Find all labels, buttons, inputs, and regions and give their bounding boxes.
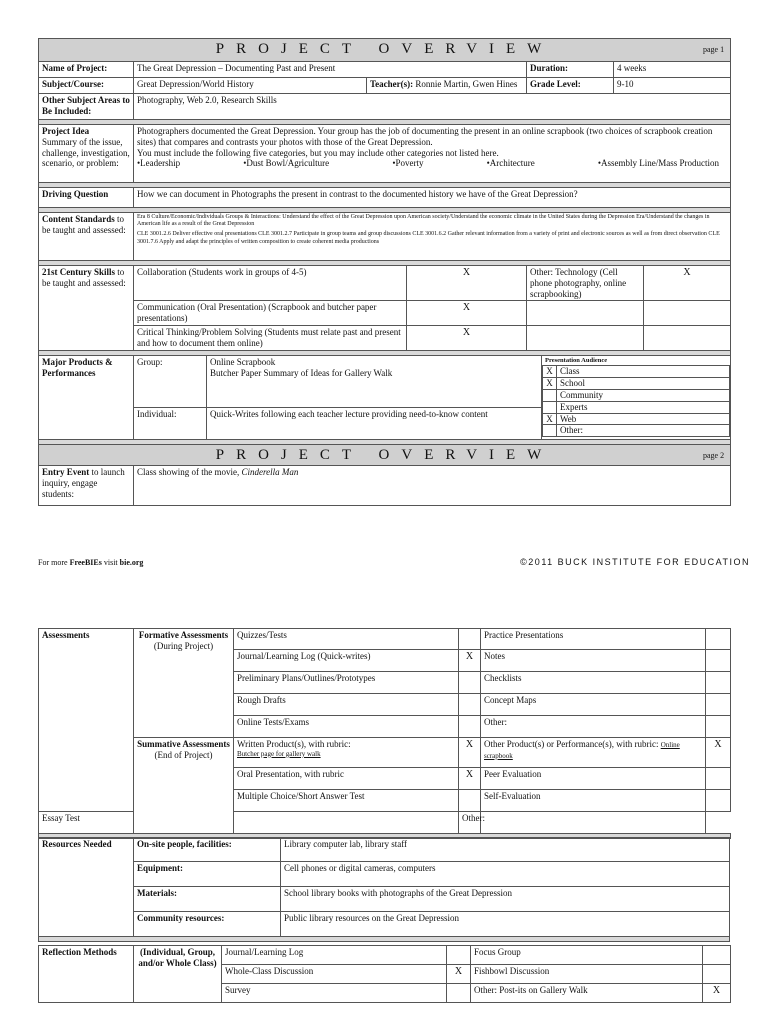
- summative-mark: [459, 790, 481, 812]
- formative-mark: X: [459, 650, 481, 672]
- entry-value: Class showing of the movie,: [137, 467, 242, 478]
- reflection-mark: [447, 946, 471, 965]
- summative-mark: [234, 812, 459, 834]
- audience-item: Experts: [557, 401, 730, 413]
- freebies-pre: For more: [38, 558, 70, 567]
- audience-item: School: [557, 378, 730, 390]
- formative-item: Checklists: [481, 672, 706, 694]
- formative-mark: [706, 629, 731, 650]
- audience-mark: X: [543, 366, 557, 378]
- products-label: Major Products & Performances: [39, 356, 134, 440]
- formative-item: Quizzes/Tests: [234, 629, 459, 650]
- resource-label: Equipment:: [134, 862, 281, 887]
- audience-mark: [543, 401, 557, 413]
- formative-mark: [706, 650, 731, 672]
- reflection-item: Focus Group: [471, 946, 703, 965]
- other-products-detail: Online scrapbook: [484, 741, 680, 760]
- resources-label: Resources Needed: [39, 838, 134, 937]
- freebies-bold: FreeBIEs: [69, 558, 102, 567]
- formative-item: Journal/Learning Log (Quick-writes): [234, 650, 459, 672]
- audience-item: Web: [557, 413, 730, 425]
- teachers-value: Ronnie Martin, Gwen Hines: [415, 79, 518, 89]
- individual-item: Quick-Writes following each teacher lecture providing need-to-know content: [207, 408, 542, 440]
- group-item: Butcher Paper Summary of Ideas for Gallery Walk: [210, 368, 393, 379]
- project-overview-page1: [38, 38, 731, 506]
- reflection-mark: [447, 984, 471, 1003]
- teachers-label: Teacher(s):: [370, 79, 414, 89]
- formative-sub: (During Project): [153, 640, 214, 651]
- other-products: Other Product(s) or Performance(s), with rubric:: [484, 739, 659, 749]
- formative-item: Rough Drafts: [234, 694, 459, 716]
- other-areas-value: Photography, Web 2.0, Research Skills: [134, 94, 731, 120]
- duration-value: 4 weeks: [614, 62, 731, 78]
- other-products-mark: X: [706, 738, 731, 768]
- written-product: Written Product(s), with rubric:: [237, 739, 351, 749]
- category-item: •Architecture: [486, 158, 535, 169]
- formative-item: Other:: [481, 716, 706, 738]
- skills-label: 21st Century Skills: [42, 267, 116, 277]
- audience-item: Other:: [557, 425, 730, 437]
- reflection-item: Whole-Class Discussion: [222, 965, 447, 984]
- reflection-item: Journal/Learning Log: [222, 946, 447, 965]
- page2-title: PROJECT OVERVIEW: [215, 447, 554, 464]
- formative-mark: [706, 694, 731, 716]
- reflection-item: Other: Post-its on Gallery Walk: [471, 984, 703, 1003]
- audience-label: Presentation Audience: [545, 357, 608, 365]
- summative-mark: X: [459, 768, 481, 790]
- summative-label: Summative Assessments: [137, 739, 230, 749]
- formative-mark: [459, 694, 481, 716]
- summative-mark: [706, 790, 731, 812]
- summative-item: Multiple Choice/Short Answer Test: [234, 790, 459, 812]
- standards-text2: CLE 3001.2.6 Deliver effective oral presentations CLE 3001.2.7 Participate in group teams and group discussions CLE 3001.6.2 Gather relevant information from a variety of print and electronic sources as well as from direct observation CLE 3001.7.6 Apply and adapt the principles of written composition to create coherent media productions: [137, 231, 720, 245]
- skills-sub: to be taught and assessed:: [42, 267, 126, 288]
- skills-other-mark: X: [644, 266, 731, 301]
- assessments-table: [38, 628, 731, 839]
- resource-value: School library books with photographs of the Great Depression: [281, 887, 730, 912]
- subject-label: Subject/Course:: [39, 78, 134, 94]
- grade-value: 9-10: [614, 78, 731, 94]
- summative-mark: [706, 768, 731, 790]
- audience-item: Class: [557, 366, 730, 378]
- formative-item: Preliminary Plans/Outlines/Prototypes: [234, 672, 459, 694]
- standards-label: Content Standards: [42, 214, 115, 224]
- assessments-label: Assessments: [39, 629, 134, 812]
- formative-label: Formative Assessments: [138, 630, 229, 640]
- skill-mark: X: [407, 266, 527, 301]
- summative-item: Other:: [459, 812, 481, 834]
- formative-mark: [459, 716, 481, 738]
- idea-categories: [137, 158, 727, 169]
- formative-item: Concept Maps: [481, 694, 706, 716]
- individual-label: Individual:: [134, 408, 207, 440]
- audience-mark: X: [543, 378, 557, 390]
- page2-number: page 2: [702, 451, 725, 461]
- category-item: •Assembly Line/Mass Production: [597, 158, 720, 169]
- bie-link[interactable]: bie.org: [119, 558, 144, 567]
- page1-header: [39, 39, 731, 62]
- audience-mark: X: [543, 413, 557, 425]
- page1-title: PROJECT OVERVIEW: [215, 41, 554, 57]
- freebies-note: [38, 558, 143, 567]
- name-label: Name of Project:: [39, 62, 134, 78]
- entry-movie: Cinderella Man: [241, 467, 299, 478]
- summative-item: Peer Evaluation: [481, 768, 706, 790]
- formative-mark: [459, 629, 481, 650]
- entry-sub: to launch inquiry, engage students:: [42, 467, 125, 499]
- reflection-mark: [703, 965, 731, 984]
- summative-item: Essay Test: [39, 812, 134, 834]
- formative-item: Practice Presentations: [481, 629, 706, 650]
- skill-mark: X: [407, 326, 527, 351]
- resource-value: Public library resources on the Great Depression: [281, 912, 730, 937]
- skill-item: Collaboration (Students work in groups of 4-5): [134, 266, 407, 301]
- page2-header: [39, 445, 731, 466]
- reflection-item: Survey: [222, 984, 447, 1003]
- summative-item: Oral Presentation, with rubric: [234, 768, 459, 790]
- driving-label: Driving Question: [39, 188, 134, 208]
- reflection-table: [38, 945, 731, 1003]
- idea-sub: Summary of the issue, challenge, investigation, scenario, or problem:: [42, 136, 130, 169]
- skill-mark: X: [407, 301, 527, 326]
- standards-sub: to be taught and assessed:: [42, 214, 126, 235]
- reflection-label: Reflection Methods: [39, 946, 134, 1003]
- reflection-mark: X: [447, 965, 471, 984]
- resource-label: On-site people, facilities:: [134, 838, 281, 862]
- idea-label: Project Idea: [42, 126, 90, 136]
- audience-table: [542, 365, 730, 437]
- grade-label: Grade Level:: [527, 78, 614, 94]
- page1-number: page 1: [702, 45, 725, 54]
- reflection-mark: X: [703, 984, 731, 1003]
- skills-other: Other: Technology (Cell phone photography, online scrapbooking): [527, 266, 644, 301]
- category-item: •Leadership: [137, 158, 181, 169]
- reflection-mark: [703, 946, 731, 965]
- category-item: •Poverty: [392, 158, 424, 169]
- formative-item: Notes: [481, 650, 706, 672]
- reflection-item: Fishbowl Discussion: [471, 965, 703, 984]
- written-detail: Butcher page for gallery walk: [237, 749, 321, 758]
- idea-text1: Photographers documented the Great Depression. Your group has the job of documenting the present in an online scrapbook (two choices of scrapbook creation sites) that compares and contrasts your photos with those of the Great Depression.: [137, 126, 713, 147]
- resource-value: Library computer lab, library staff: [281, 838, 730, 862]
- written-mark: X: [459, 738, 481, 768]
- formative-mark: [459, 672, 481, 694]
- reflection-sub: (Individual, Group, and/or Whole Class): [134, 946, 222, 1003]
- skill-item: Communication (Oral Presentation) (Scrapbook and butcher paper presentations): [134, 301, 407, 326]
- idea-text2: You must include the following five categories, but you may include other categories not listed here.: [137, 147, 499, 158]
- standards-text1: Era 8 Culture/Economic/Individuals Groups & Interactions: Understand the effect of the Great Depression upon American society/Understand the economic climate in the United States during the Depression Era/Understand the changes in American life as a result of the Great Depression: [137, 214, 710, 228]
- resources-table: [38, 837, 730, 942]
- summative-sub: (End of Project): [154, 749, 213, 760]
- freebies-mid: visit: [101, 558, 120, 567]
- audience-item: Community: [557, 389, 730, 401]
- resource-value: Cell phones or digital cameras, computers: [281, 862, 730, 887]
- category-item: •Dust Bowl/Agriculture: [243, 158, 330, 169]
- duration-label: Duration:: [527, 62, 614, 78]
- formative-mark: [706, 672, 731, 694]
- skill-item: Critical Thinking/Problem Solving (Students must relate past and present and how to document them online): [134, 326, 407, 351]
- subject-value: Great Depression/World History: [134, 78, 367, 94]
- audience-mark: [543, 425, 557, 437]
- copyright: ©2011 BUCK INSTITUTE FOR EDUCATION: [520, 557, 750, 567]
- summative-mark: [481, 812, 706, 834]
- name-value: The Great Depression – Documenting Past and Present: [134, 62, 527, 78]
- formative-item: Online Tests/Exams: [234, 716, 459, 738]
- other-areas-label: Other Subject Areas to Be Included:: [39, 94, 134, 120]
- driving-value: How we can document in Photographs the present in contrast to the documented history we have of the Great Depression?: [134, 188, 731, 208]
- resource-label: Materials:: [134, 887, 281, 912]
- entry-label: Entry Event: [42, 467, 90, 478]
- group-label: Group:: [134, 356, 207, 408]
- resource-label: Community resources:: [134, 912, 281, 937]
- summative-item: Self-Evaluation: [481, 790, 706, 812]
- group-item: Online Scrapbook: [210, 357, 276, 368]
- formative-mark: [706, 716, 731, 738]
- audience-mark: [543, 389, 557, 401]
